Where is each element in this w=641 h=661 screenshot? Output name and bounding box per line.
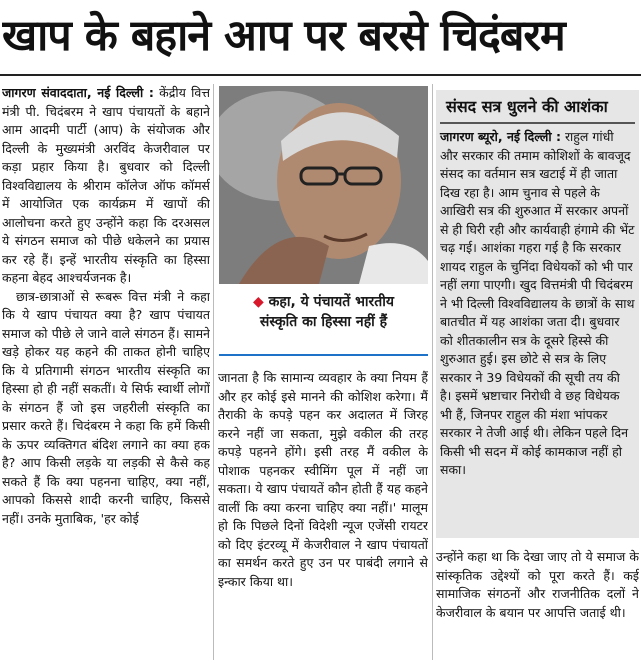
pull-quote — [219, 292, 428, 352]
sidebar-box-byline: जागरण ब्यूरो, नई दिल्ली : — [440, 129, 561, 144]
portrait-illustration — [219, 86, 428, 284]
pull-quote-line-2: संस्कृति का हिस्सा नहीं हैं — [259, 314, 388, 330]
column-divider — [213, 84, 214, 660]
headline: खाप के बहाने आप पर बरसे चिदंबरम — [2, 11, 565, 61]
headline-rule — [0, 74, 641, 76]
diamond-icon: ◆ — [252, 294, 264, 310]
article-column-2 — [218, 369, 428, 659]
sidebar-box-body — [436, 124, 639, 480]
article-column-3 — [436, 548, 639, 659]
sidebar-box-text: राहुल गांधी और सरकार की तमाम कोशिशों के बावजूद संसद का वर्तमान सत्र खटाई में ही जाता दिख रहा है। आम चुनाव से पहले के आखिरी सत्र की शुरुआत में सरकार अपनों से ही घिरी रही और कार्यवाही हंगामे की भेंट चढ़ गई। आशंका गहरा गई है कि सरकार शायद राहुल के चुनिंदा विधेयकों को भी पार नहीं लगा पाएगी। खुद वित्तमंत्री पी चिदंबरम ने भी दिल्ली विश्वविद्यालय के छात्रों के साथ बातचीत में यह आशंका जता दी। बुधवार को शीतकालीन सत्र के दूसरे हिस्से की शुरुआत हुई। इस छोटे से सत्र के लिए सरकार ने 39 विधेयकों की सूची तय की है। इसमें भ्रष्टाचार निरोधी वे छह विधेयक भी हैं, जिनपर राहुल की मंशा भांपकर सरकार ने तेजी आई थी। लेकिन पहले दिन किसी भी सदन में कोई कामकाज नहीं हो सका। — [440, 129, 635, 477]
article-paragraph-2: छात्र-छात्राओं से रूबरू वित्त मंत्री ने कहा कि ये खाप पंचायत क्या है? खाप पंचायत समाज को पीछे ले जाने वाले संगठन हैं। सामने खड़े होकर यह कहने की ताकत होनी चाहिए कि ये प्रतिगामी संगठन भारतीय संस्कृति का हिस्सा हो ही नहीं सकतीं। ये सिर्फ स्वार्थी लोगों के संगठन हैं जो इस जहरीली संस्कृति का प्रसार करते हैं। चिदंबरम ने कहा कि हमें किसी के ऊपर व्यक्तिगत बंदिश लगाने का क्या हक है? आप किसी लड़के या लड़की से कैसे कह सकते हैं कि क्या पहनना चाहिए, क्या नहीं, आपको किससे शादी करनी चाहिए, किससे नहीं। उनके मुताबिक, 'हर कोई — [2, 288, 210, 526]
article-column-1 — [2, 84, 210, 660]
sidebar-box — [436, 90, 639, 538]
pull-quote-rule — [219, 354, 428, 356]
sidebar-box-title: संसद सत्र धुलने की आशंका — [440, 90, 635, 124]
article-paragraph-4: उन्होंने कहा था कि देखा जाए तो ये समाज के सांस्कृतिक उद्देश्यों को पूरा करते हैं। कई सामाजिक संगठनों और राजनीतिक दलों ने केजरीवाल के बयान पर आपत्ति जताई थी। — [436, 549, 639, 620]
article-paragraph-1-text: केंद्रीय वित्त मंत्री पी. चिदंबरम ने खाप पंचायतों के बहाने आम आदमी पार्टी (आप) के संयोजक और दिल्ली के मुख्यमंत्री अरविंद केजरीवाल पर कड़ा प्रहार किया है। बुधवार को दिल्ली विश्वविद्यालय के श्रीराम कॉलेज ऑफ कॉमर्स में आयोजित एक कार्यक्रम में खापों की आलोचना करते हुए उन्होंने कहा कि दरअसल ये संगठन समाज को पीछे धकेलने का प्रयास कर रहे हैं। इन्हें भारतीय संस्कृति का हिस्सा कहना बेहद आश्चर्यजनक है। — [2, 85, 210, 285]
column-divider — [432, 84, 433, 660]
article-paragraph-1 — [2, 84, 210, 288]
article-byline: जागरण संवाददाता, नई दिल्ली : — [2, 85, 154, 100]
chidambaram-photo — [219, 86, 428, 284]
pull-quote-line-1: कहा, ये पंचायतें भारतीय — [268, 294, 395, 310]
article-paragraph-3: जानता है कि सामान्य व्यवहार के क्या नियम हैं और हर कोई इसे मानने की कोशिश करेगा। मैं तैराकी के कपड़े पहन कर अदालत में जिरह करने नहीं जा सकता, मुझे वकील की तरह कपड़े पहनने होंगे। इसी तरह मैं वकील के पोशाक पहनकर स्वीमिंग पूल में नहीं जा सकता। ये खाप पंचायतें कौन होती हैं यह कहने वालीं कि क्या करना चाहिए क्या नहीं।' मालूम हो कि पिछले दिनों विदेशी न्यूज एजेंसी रायटर को दिए इंटरव्यू में केजरीवाल ने खाप पंचायतों का समर्थन करते हुए उन पर पाबंदी लगाने से इन्कार किया था। — [218, 370, 428, 589]
